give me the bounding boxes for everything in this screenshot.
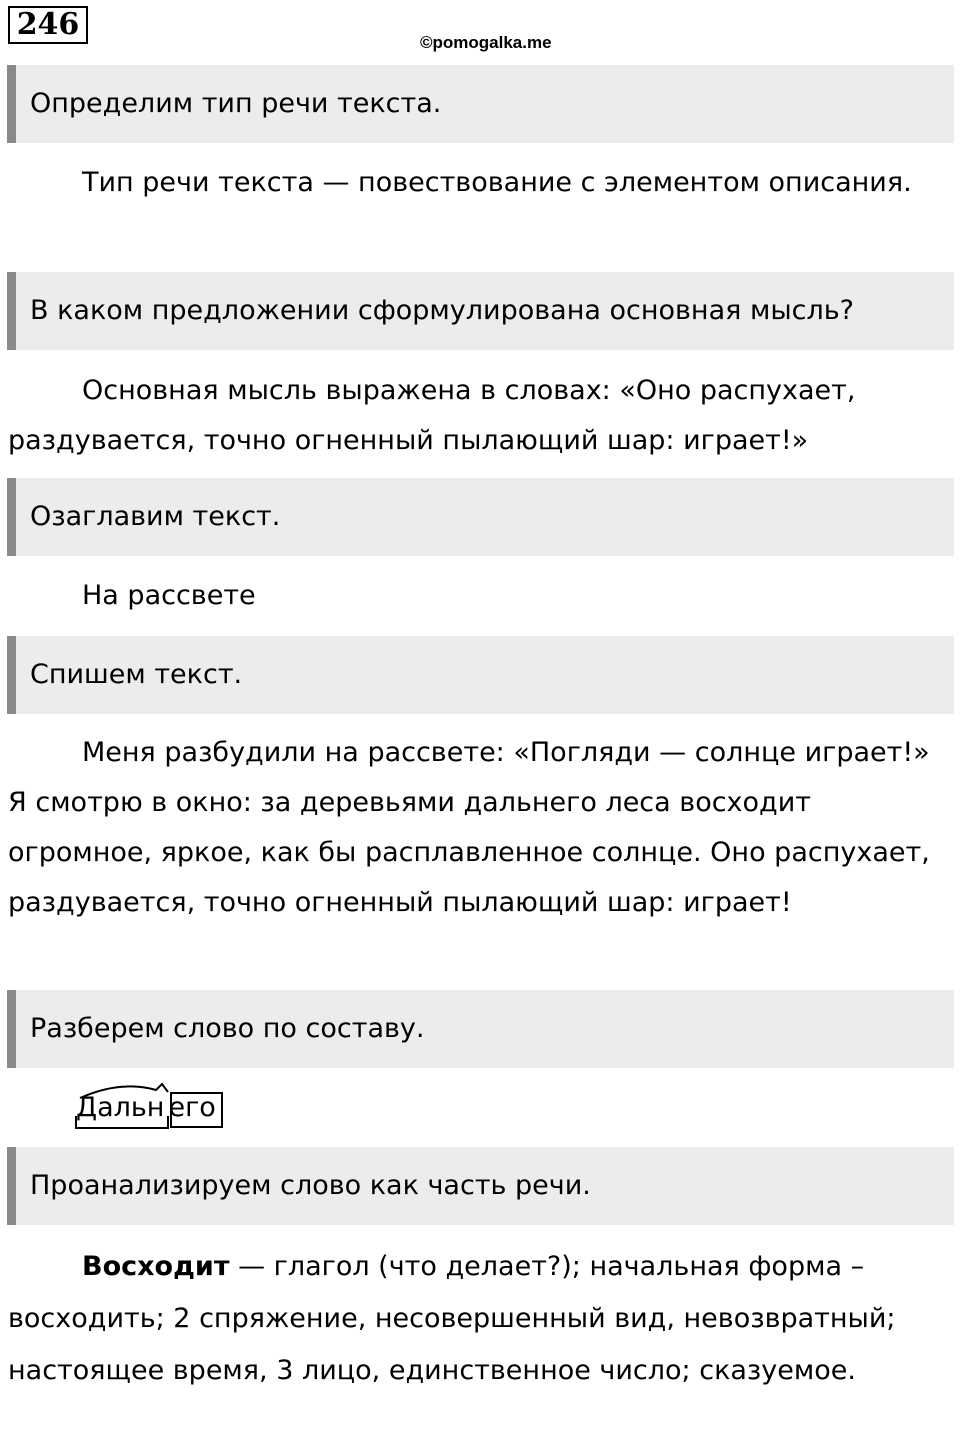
watermark: ©pomogalka.me bbox=[420, 33, 552, 52]
question-block-copy: Спишем текст. bbox=[7, 636, 954, 714]
word-stem: Дальн bbox=[76, 1092, 165, 1123]
question-block-main-idea: В каком предложении сформулирована основная мысль? bbox=[7, 272, 954, 350]
question-block-title: Озаглавим текст. bbox=[7, 478, 954, 556]
analysis-text: — глагол (что делает?); начальная форма – восходить; 2 спряжение, несовершенный вид, невозвратный; настоящее время, 3 лицо, единственное число; сказуемое. bbox=[8, 1251, 896, 1386]
question-block-morpheme: Разберем слово по составу. bbox=[7, 990, 954, 1068]
question-block-pos: Проанализируем слово как часть речи. bbox=[7, 1147, 954, 1225]
question-block-type: Определим тип речи текста. bbox=[7, 65, 954, 143]
copied-text: Меня разбудили на рассвете: «Погляди — солнце играет!» Я смотрю в окно: за деревьями дальнего леса восходит огромное, яркое, как бы расплавленное солнце. Оно распухает, раздувается, точно огненный пылающий шар: играет! bbox=[8, 737, 930, 918]
task-number: 246 bbox=[8, 6, 88, 44]
answer-type: Тип речи текста — повествование с элементом описания. bbox=[82, 167, 912, 198]
answer-pos bbox=[8, 1241, 956, 1397]
morpheme-word bbox=[76, 1088, 216, 1128]
word-ending: его bbox=[168, 1092, 216, 1123]
answer-title: На рассвете bbox=[82, 580, 256, 611]
answer-main-idea: Основная мысль выражена в словах: «Оно распухает, раздувается, точно огненный пылающий шар: играет!» bbox=[8, 375, 856, 456]
analyzed-word: Восходит bbox=[82, 1251, 230, 1282]
